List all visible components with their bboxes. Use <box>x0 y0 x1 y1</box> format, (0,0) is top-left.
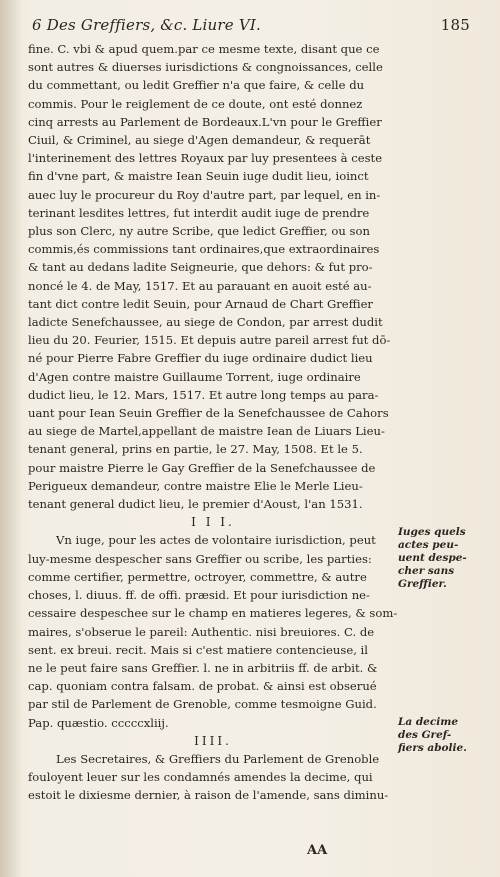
text-line: Les Secretaires, & Greffiers du Parlement de Grenoble <box>56 751 380 766</box>
text-line: sent. ex breui. recit. Mais si c'est matiere contencieuse, il <box>28 642 368 657</box>
text-line: cap. quoniam contra falsam. de probat. & ainsi est obserué <box>28 679 377 694</box>
text-line: tant dict contre ledit Seuin, pour Arnaud de Chart Greffier <box>28 296 373 311</box>
text-line: cinq arrests au Parlement de Bordeaux.L'vn pour le Greffier <box>28 114 382 129</box>
margin-note-line: Greffier. <box>398 578 447 590</box>
margin-note-decime <box>398 716 478 755</box>
text-line: maires, s'obserue le pareil: Authentic. nisi breuiores. C. de <box>28 624 375 639</box>
text-line: ladicte Senefchaussee, au siege de Condon, par arrest dudit <box>28 315 383 330</box>
text-line: tenant general dudict lieu, le premier d'Aoust, l'an 1531. <box>28 497 363 512</box>
margin-note-line: fiers abolie. <box>398 742 467 754</box>
paragraph-decime <box>28 750 398 805</box>
text-line: lieu du 20. Feurier, 1515. Et depuis autre pareil arrest fut dō- <box>28 333 391 348</box>
margin-note-line: actes peu- <box>398 539 459 551</box>
text-line: tenant general, prins en partie, le 27. May, 1508. Et le 5. <box>28 442 363 457</box>
text-line: du commettant, ou ledit Greffier n'a que faire, & celle du <box>28 78 365 93</box>
text-line: & tant au dedans ladite Seigneurie, que dehors: & fut pro- <box>28 260 373 275</box>
text-line: auec luy le procureur du Roy d'autre part, par lequel, en in- <box>28 187 381 202</box>
text-line: d'Agen contre maistre Guillaume Torrent, iuge ordinaire <box>28 369 361 384</box>
running-header <box>30 12 470 40</box>
text-line: fine. C. vbi & apud quem.par ce mesme texte, disant que ce <box>28 42 380 56</box>
running-title: 6 Des Greffiers, &c. Liure VI. <box>32 16 261 34</box>
text-line: né pour Pierre Fabre Greffier du iuge ordinaire dudict lieu <box>28 351 373 366</box>
margin-note-line: des Gref- <box>398 729 452 741</box>
text-line: noncé le 4. de May, 1517. Et au parauant en auoit esté au- <box>28 278 372 293</box>
text-line: cessaire despeschee sur le champ en matieres legeres, & som- <box>28 606 398 621</box>
text-line: Pap. quæstio. cccccxliij. <box>28 715 169 730</box>
text-line: estoit le dixiesme dernier, à raison de l'amende, sans diminu- <box>28 788 389 803</box>
text-line: pour maistre Pierre le Gay Greffier de la Senefchaussee de <box>28 460 376 475</box>
folio-number: 185 <box>440 16 470 34</box>
text-line: au siege de Martel,appellant de maistre Iean de Liuars Lieu- <box>28 424 385 439</box>
margin-note-line: uent despe- <box>398 552 467 564</box>
text-line: fin d'vne part, & maistre Iean Seuin iuge dudit lieu, ioinct <box>28 169 369 184</box>
text-line: ne le peut faire sans Greffier. l. ne in arbitriis ff. de arbit. & <box>28 660 378 675</box>
text-line: Ciuil, & Criminel, au siege d'Agen demandeur, & requerāt <box>28 133 371 148</box>
text-line: par stil de Parlement de Grenoble, comme tesmoigne Guid. <box>28 697 377 712</box>
text-line: uant pour Iean Seuin Greffier de la Senefchaussee de Cahors <box>28 406 389 421</box>
section-numeral-iii: I I I. <box>191 515 235 530</box>
catchword: AA <box>307 843 328 858</box>
text-line: choses, l. diuus. ff. de offi. præsid. Et pour iurisdiction ne- <box>28 588 370 603</box>
main-text-column <box>28 40 398 805</box>
section-numeral-iiii: IIII. <box>194 733 232 748</box>
page-gutter-shadow <box>0 0 22 877</box>
text-line: comme certifier, permettre, octroyer, commettre, & autre <box>28 569 367 584</box>
text-line: luy-mesme despescher sans Greffier ou scribe, les parties: <box>28 551 372 566</box>
text-line: Vn iuge, pour les actes de volontaire iurisdiction, peut <box>56 533 376 548</box>
margin-note-line: La decime <box>398 716 459 728</box>
paragraph-arrests <box>28 40 398 513</box>
text-line: sont autres & diuerses iurisdictions & congnoissances, celle <box>28 60 383 75</box>
text-line: Perigueux demandeur, contre maistre Elie le Merle Lieu- <box>28 478 363 493</box>
text-line: terinant lesdites lettres, fut interdit audit iuge de prendre <box>28 205 370 220</box>
margin-note-judges <box>398 526 478 591</box>
paragraph-voluntary-jurisdiction <box>28 531 398 731</box>
margin-note-line: Iuges quels <box>398 526 466 538</box>
margin-note-line: cher sans <box>398 565 455 577</box>
text-line: commis. Pour le reiglement de ce doute, ont esté donnez <box>28 96 363 111</box>
text-line: l'interinement des lettres Royaux par luy presentees à ceste <box>28 151 383 166</box>
text-line: fouloyent leuer sur les condamnés amendes la decime, qui <box>28 770 373 785</box>
text-line: commis,és commissions tant ordinaires,que extraordinaires <box>28 242 380 257</box>
text-line: dudict lieu, le 12. Mars, 1517. Et autre long temps au para- <box>28 387 379 402</box>
text-line: plus son Clerc, ny autre Scribe, que ledict Greffier, ou son <box>28 224 370 239</box>
